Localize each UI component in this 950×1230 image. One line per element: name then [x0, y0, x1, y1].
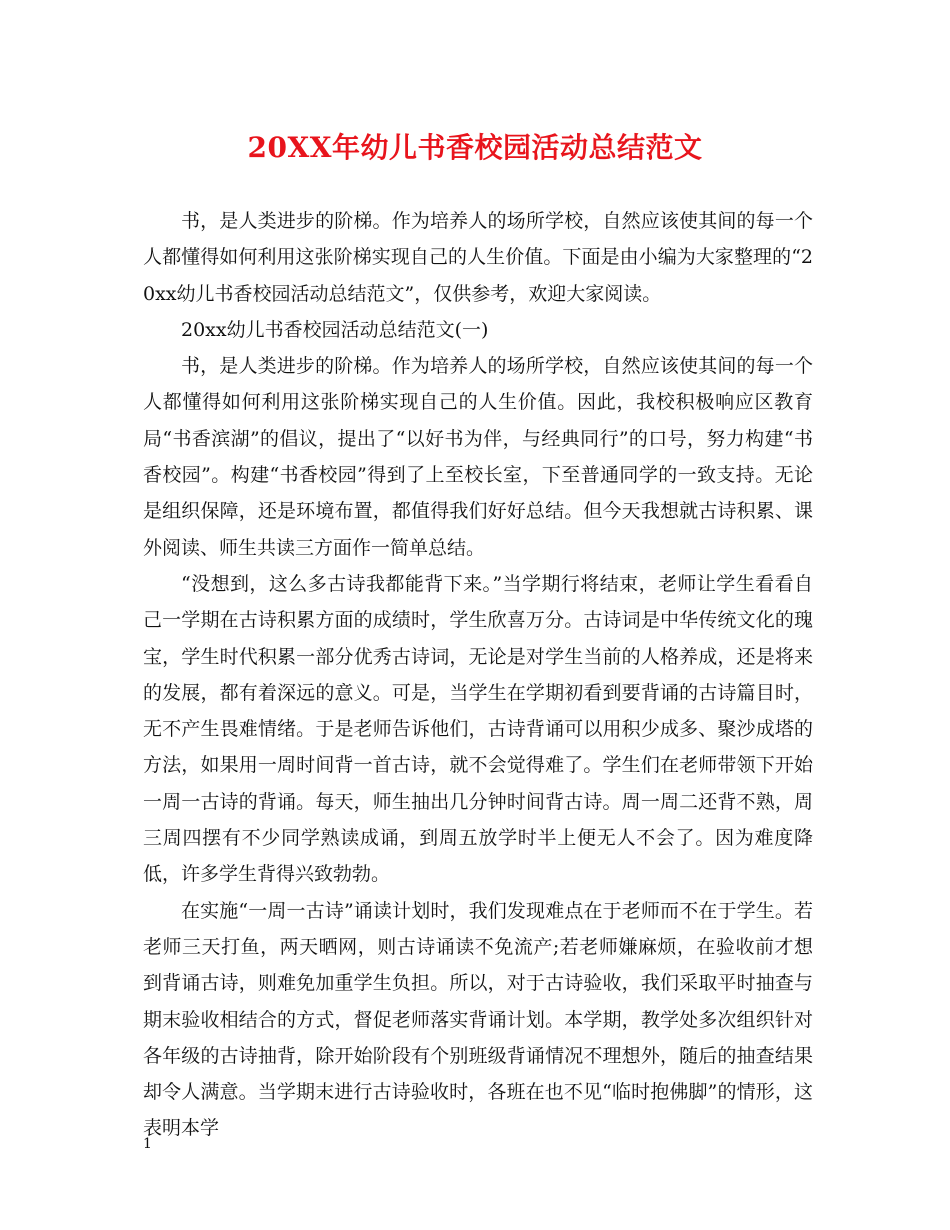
document-body	[143, 203, 813, 1147]
page-number: 1	[143, 1136, 152, 1152]
section-heading: 20xx幼儿书香校园活动总结范文(一)	[181, 318, 489, 341]
document-title: 20XX年幼儿书香校园活动总结范文	[247, 131, 703, 164]
paragraph-body: 在实施“一周一古诗”诵读计划时，我们发现难点在于老师而不在于学生。若老师三天打鱼，两天晒网，则古诗诵读不免流产;若老师嫌麻烦，在验收前才想到背诵古诗，则难免加重学生负担。所以，对于古诗验收，我们采取平时抽查与期末验收相结合的方式，督促老师落实背诵计划。本学期，教学处多次组织针对各年级的古诗抽背，除开始阶段有个别班级背诵情况不理想外，随后的抽查结果却令人满意。当学期末进行古诗验收时，各班在也不见“临时抱佛脚”的情形，这表明本学	[143, 899, 813, 1140]
paragraph-body: 书，是人类进步的阶梯。作为培养人的场所学校，自然应该使其间的每一个人都懂得如何利用这张阶梯实现自己的人生价值。因此，我校积极响应区教育局“书香滨湖”的倡议，提出了“以好书为伴，与经典同行”的口号，努力构建“书香校园”。构建“书香校园”得到了上至校长室，下至普通同学的一致支持。无论是组织保障，还是环境布置，都值得我们好好总结。但今天我想就古诗积累、课外阅读、师生共读三方面作一简单总结。	[143, 355, 813, 559]
paragraph-body: “没想到，这么多古诗我都能背下来。”当学期行将结束，老师让学生看看自己一学期在古诗积累方面的成绩时，学生欣喜万分。古诗词是中华传统文化的瑰宝，学生时代积累一部分优秀古诗词，无论是对学生当前的人格养成，还是将来的发展，都有着深远的意义。可是，当学生在学期初看到要背诵的古诗篇目时，无不产生畏难情绪。于是老师告诉他们，古诗背诵可以用积少成多、聚沙成塔的方法，如果用一周时间背一首古诗，就不会觉得难了。学生们在老师带领下开始一周一古诗的背诵。每天，师生抽出几分钟时间背古诗。周一周二还背不熟，周三周四摆有不少同学熟读成诵，到周五放学时半上便无人不会了。因为难度降低，许多学生背得兴致勃勃。	[143, 572, 813, 886]
paragraph-intro: 书，是人类进步的阶梯。作为培养人的场所学校，自然应该使其间的每一个人都懂得如何利用这张阶梯实现自己的人生价值。下面是由小编为大家整理的“20xx幼儿书香校园活动总结范文”，仅供参考，欢迎大家阅读。	[143, 210, 813, 305]
